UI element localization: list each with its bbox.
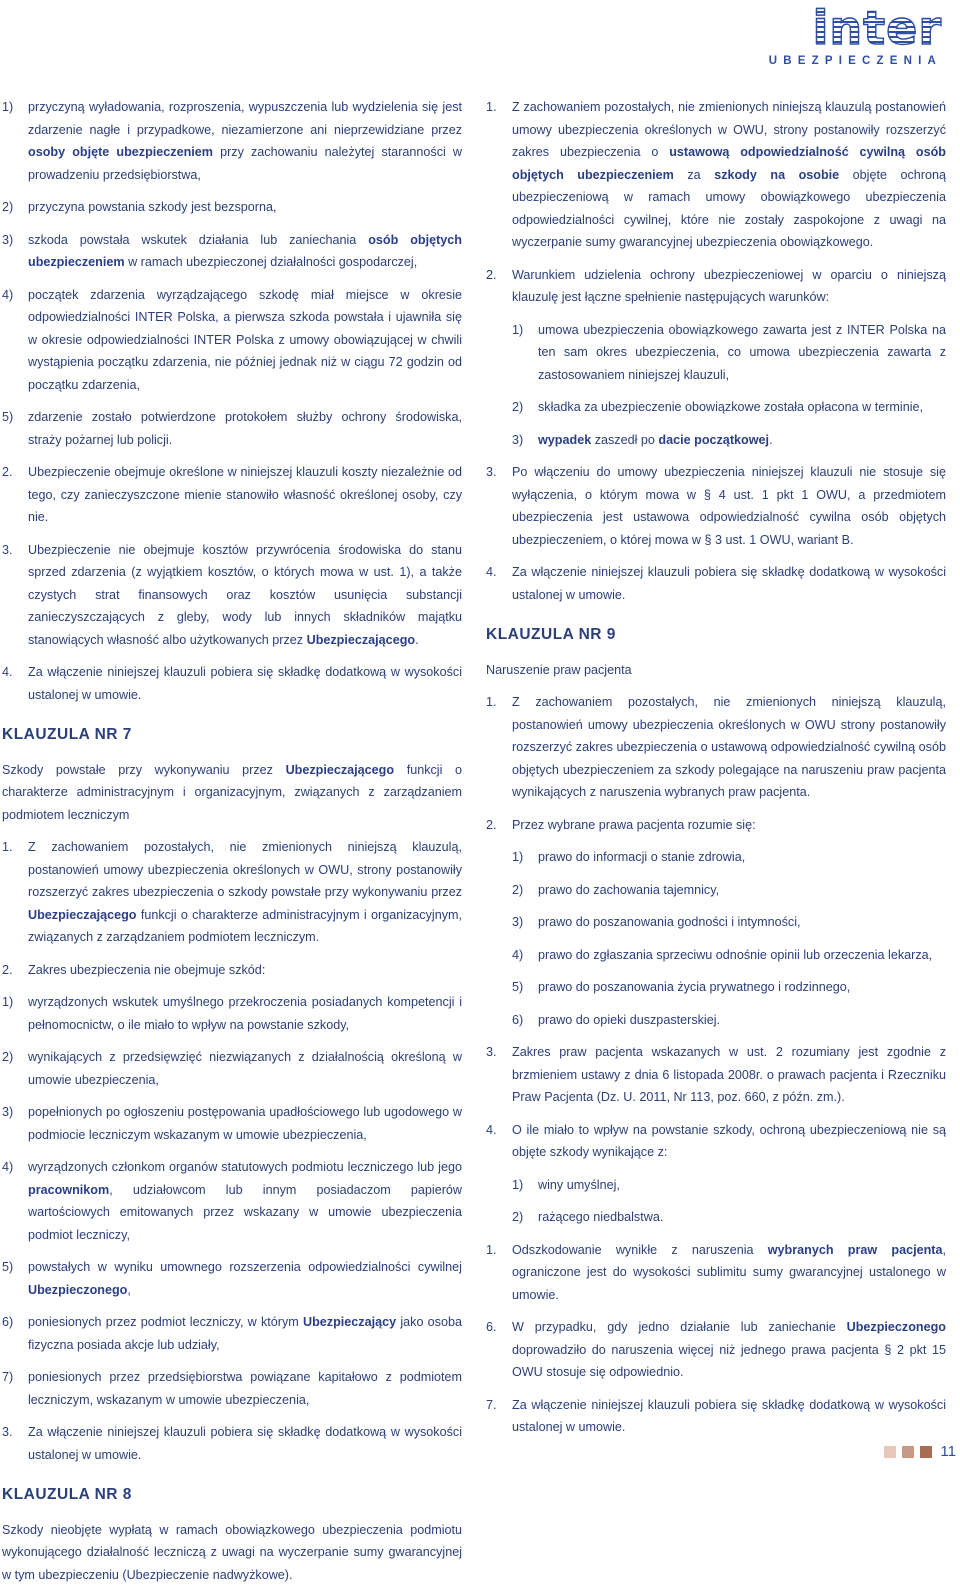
list-item: 6) prawo do opieki duszpasterskiej. bbox=[512, 1012, 721, 1027]
list-item: 5) powstałych w wyniku umownego rozszerzenia odpowiedzialności cywilnej Ubezpieczonego, bbox=[2, 1260, 462, 1297]
paragraph: 3. Po włączeniu do umowy ubezpieczenia niniejszej klauzuli nie stosuje się wyłączenia, o którym mowa w § 4 ust. 1 pkt 1 OWU, a przedmiotem ubezpieczenia jest ustawowa odpowiedzialność cywilna osób objętych ubezpieczeniem, o której mowa w § 3 ust. 1 OWU, wariant B. bbox=[486, 465, 946, 547]
list-item: 3) wypadek zaszedł po dacie początkowej. bbox=[512, 432, 773, 447]
list-item: 7) poniesionych przez przedsiębiorstwa powiązane kapitałowo z podmiotem leczniczym, wskazanym w umowie ubezpieczenia, bbox=[2, 1370, 462, 1407]
paragraph: 1. Z zachowaniem pozostałych, nie zmienionych niniejszą klauzulą postanowień umowy ubezpieczenia określonych w OWU, strony postanowiły rozszerzyć zakres ubezpieczenia o ustawową odpowiedzialność cywilną osób objętych ubezpieczeniem za szkody na osobie objęte ochroną ubezpieczeniową w ramach umowy obowiązkowego ubezpieczenia odpowiedzialności cywilnej, które nie zostały zaspokojone z uwagi na wyczerpanie sumy gwarancyjnej ubezpieczenia obowiązkowego. bbox=[486, 100, 946, 249]
paragraph: 2. Ubezpieczenie obejmuje określone w niniejszej klauzuli koszty niezależnie od tego, czy zanieczyszczone mienie stanowiło własność określonej osoby, czy nie. bbox=[2, 465, 462, 524]
paragraph: 4. Za włączenie niniejszej klauzuli pobiera się składkę dodatkową w wysokości ustalonej w umowie. bbox=[486, 565, 946, 602]
list-item: 4) prawo do zgłaszania sprzeciwu odnośnie opinii lub orzeczenia lekarza, bbox=[512, 947, 933, 962]
list-item: 4) wyrządzonych członkom organów statutowych podmiotu leczniczego lub jego pracownikom, udziałowcom lub innym posiadaczom papierów wartościowych emitowanych przez wskazany w umowie ubezpieczenia podmiot leczniczy, bbox=[2, 1160, 462, 1242]
list-item: 1) winy umyślnej, bbox=[512, 1177, 620, 1192]
paragraph: 6. W przypadku, gdy jedno działanie lub zaniechanie Ubezpieczonego doprowadziło do naruszenia więcej niż jednego prawa pacjenta § 2 pkt 15 OWU stosuje się odpowiednio. bbox=[486, 1320, 946, 1379]
page-footer bbox=[884, 1443, 956, 1460]
list-item: 2) wynikających z przedsięwzięć niezwiązanych z działalnością określoną w umowie ubezpieczenia, bbox=[2, 1050, 462, 1087]
list-item: 5) zdarzenie zostało potwierdzone protokołem służby ochrony środowiska, straży pożarnej lub policji. bbox=[2, 410, 462, 447]
list-item: 1) wyrządzonych wskutek umyślnego przekroczenia posiadanych kompetencji i pełnomocnictw, o ile miało to wpływ na powstanie szkody, bbox=[2, 995, 462, 1032]
list-item: 3) prawo do poszanowania godności i intymności, bbox=[512, 915, 801, 929]
list-item: 3) popełnionych po ogłoszeniu postępowania upadłościowego lub ugodowego w podmiocie leczniczym wskazanym w umowie ubezpieczenia, bbox=[2, 1105, 462, 1142]
page-number: 11 bbox=[940, 1443, 956, 1460]
logo-wordmark: inter bbox=[792, 6, 942, 50]
paragraph: 2. Zakres ubezpieczenia nie obejmuje szkód: bbox=[2, 962, 266, 977]
paragraph: 2. Warunkiem udzielenia ochrony ubezpieczeniowej w oparciu o niniejszą klauzulę jest łączne spełnienie następujących warunków: bbox=[486, 267, 946, 304]
inter-logo bbox=[768, 1, 942, 67]
list-item: 2) prawo do zachowania tajemnicy, bbox=[512, 882, 720, 897]
footer-square bbox=[902, 1446, 914, 1458]
left-column bbox=[2, 96, 462, 1596]
paragraph: 1. Z zachowaniem pozostałych, nie zmienionych niniejszą klauzulą, postanowień umowy ubezpieczenia określonych w OWU strony postanowiły rozszerzyć zakres ubezpieczenia o ustawową odpowiedzialność cywilną osób objętych ubezpieczeniem za szkody polegające na naruszeniu praw pacjenta wynikających z naruszenia wybranych praw pacjenta. bbox=[486, 695, 946, 799]
clause-9-heading: KLAUZULA NR 9 bbox=[486, 626, 616, 643]
paragraph: 2. Przez wybrane prawa pacjenta rozumie się: bbox=[486, 817, 756, 832]
list-item: 5) prawo do poszanowania życia prywatnego i rodzinnego, bbox=[512, 980, 851, 994]
paragraph: 3. Za włączenie niniejszej klauzuli pobiera się składkę dodatkową w wysokości ustalonej w umowie. bbox=[2, 1425, 462, 1462]
paragraph: 1. Z zachowaniem pozostałych, nie zmienionych niniejszą klauzulą, postanowień umowy ubezpieczenia określonych w OWU, strony postanowiły rozszerzyć zakres ubezpieczenia o szkody powstałe przy wykonywaniu przez Ubezpieczającego funkcji o charakterze administracyjnym i organizacyjnym, związanych z zarządzaniem podmiotem leczniczym. bbox=[2, 840, 462, 944]
list-item: 1) przyczyną wyładowania, rozproszenia, wypuszczenia lub wydzielenia się jest zdarzenie nagłe i przypadkowe, niezamierzone ani nieprzewidziane przez osoby objęte ubezpieczeniem przy zachowaniu należytej staranności w prowadzeniu przedsiębiorstwa, bbox=[2, 100, 462, 182]
list-item: 4) początek zdarzenia wyrządzającego szkodę miał miejsce w okresie odpowiedzialności INTER Polska, a pierwsza szkoda powstała i ujawniła się w okresie odpowiedzialności INTER Polska z umowy obowiązującej w chwili wystąpienia początku zdarzenia, nie później jednak niż w ciągu 72 godzin od początku zdarzenia, bbox=[2, 287, 462, 392]
paragraph: 4. Za włączenie niniejszej klauzuli pobiera się składkę dodatkową w wysokości ustalonej w umowie. bbox=[2, 665, 462, 702]
footer-square bbox=[920, 1446, 932, 1458]
paragraph: 3. Zakres praw pacjenta wskazanych w ust. 2 rozumiany jest zgodnie z brzmieniem ustawy z dnia 6 listopada 2008r. o prawach pacjenta i Rzeczniku Praw Pacjenta (Dz. U. 2011, Nr 113, poz. 660, z późn. zm.). bbox=[486, 1045, 946, 1104]
list-item: 2) przyczyna powstania szkody jest bezsporna, bbox=[2, 200, 277, 214]
clause-8-heading: KLAUZULA NR 8 bbox=[2, 1486, 132, 1503]
list-item: 6) poniesionych przez podmiot leczniczy, w którym Ubezpieczający jako osoba fizyczna posiada akcje lub udziały, bbox=[2, 1315, 462, 1352]
clause-intro: Naruszenie praw pacjenta bbox=[486, 662, 632, 677]
paragraph: 3. Ubezpieczenie nie obejmuje kosztów przywrócenia środowiska do stanu sprzed zdarzenia (z wyjątkiem kosztów, o których mowa w ust. 1), a także czystych strat finansowych oraz kosztów usunięcia substancji zanieczyszczających z gleby, wody lub innych składników majątku stanowiących własność albo użytkowanych przez Ubezpieczającego. bbox=[2, 542, 462, 647]
list-item: 1) umowa ubezpieczenia obowiązkowego zawarta jest z INTER Polska na ten sam okres ubezpieczenia, co umowa ubezpieczenia zawarta z zastosowaniem niniejszej klauzuli, bbox=[512, 322, 946, 382]
clause-intro: Szkody nieobjęte wypłatą w ramach obowiązkowego ubezpieczenia podmiotu wykonującego działalność leczniczą z uwagi na wyczerpanie sumy gwarancyjnej w tym ubezpieczeniu (Ubezpieczenie nadwyżkowe). bbox=[2, 1522, 462, 1582]
list-item: 3) szkoda powstała wskutek działania lub zaniechania osób objętych ubezpieczeniem w ramach ubezpieczonej działalności gospodarczej, bbox=[2, 232, 462, 269]
paragraph: 4. O ile miało to wpływ na powstanie szkody, ochroną ubezpieczeniową nie są objęte szkody wynikające z: bbox=[486, 1122, 946, 1159]
paragraph: 7. Za włączenie niniejszej klauzuli pobiera się składkę dodatkową w wysokości ustalonej w umowie. bbox=[486, 1397, 946, 1434]
right-column bbox=[486, 96, 946, 1449]
clause-intro: Szkody powstałe przy wykonywaniu przez Ubezpieczającego funkcji o charakterze administracyjnym i organizacyjnym, związanych z zarządzaniem podmiotem leczniczym bbox=[2, 762, 463, 822]
footer-square bbox=[884, 1446, 896, 1458]
list-item: 2) składka za ubezpieczenie obowiązkowe została opłacona w terminie, bbox=[512, 400, 924, 414]
list-item: 1) prawo do informacji o stanie zdrowia, bbox=[512, 850, 746, 864]
logo-subtitle: UBEZPIECZENIA bbox=[768, 55, 942, 67]
clause-7-heading: KLAUZULA NR 7 bbox=[2, 726, 132, 743]
list-item: 2) rażącego niedbalstwa. bbox=[512, 1210, 664, 1224]
paragraph: 1. Odszkodowanie wynikłe z naruszenia wybranych praw pacjenta, ograniczone jest do wysokości sublimitu sumy gwarancyjnej ustalonego w umowie. bbox=[486, 1242, 946, 1302]
